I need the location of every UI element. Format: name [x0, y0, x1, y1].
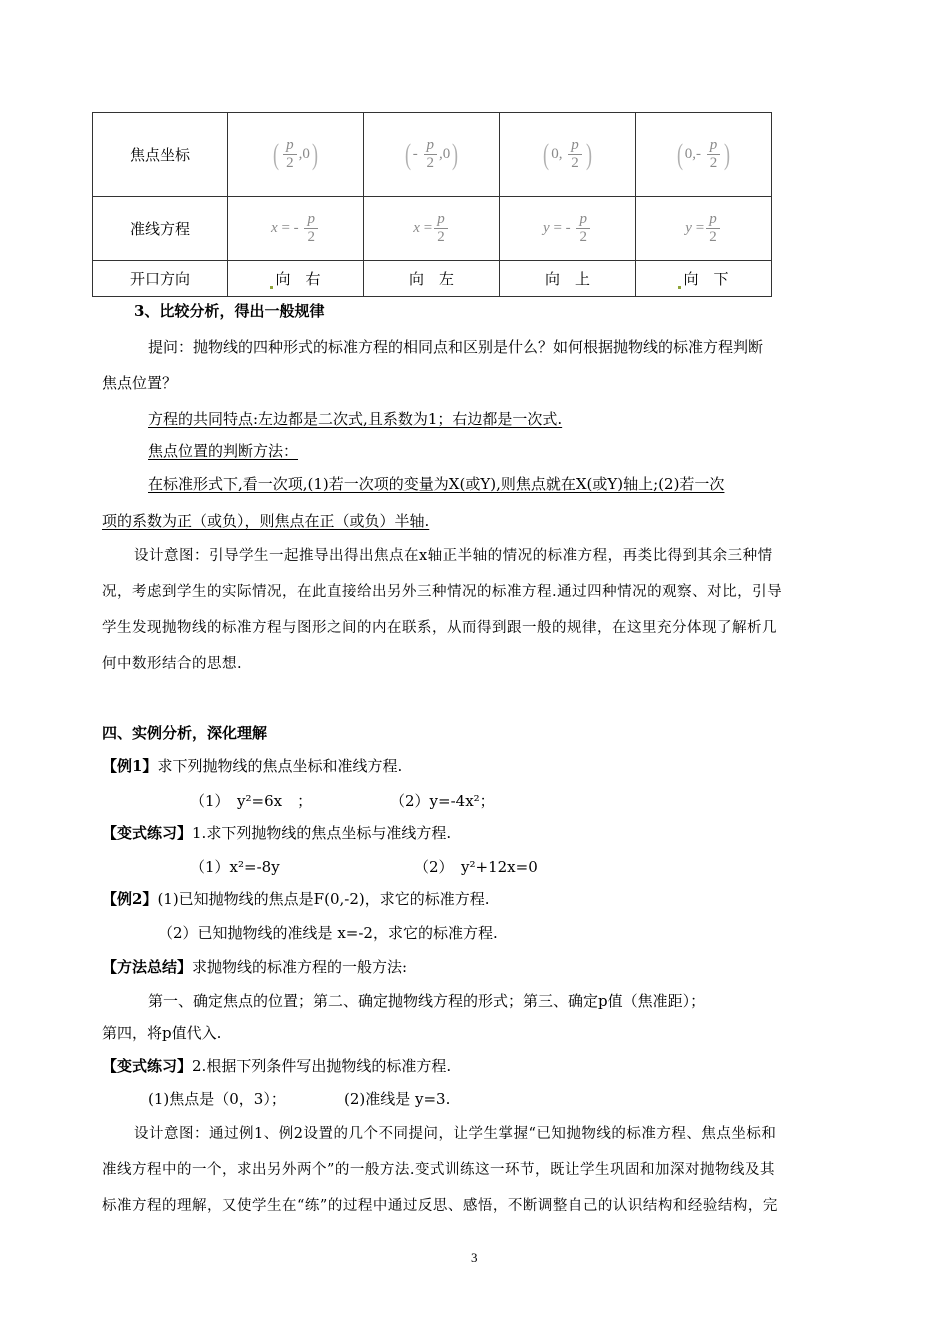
focus-cell: ( $\frac{p}{2}$ ,0) — [228, 113, 364, 197]
method-title: 焦点位置的判断方法： — [148, 442, 299, 460]
method-line: 在标准形式下,看一次项,(1)若一次项的变量为X(或Y),则焦点就在X(或Y)轴上;(2)若一次 — [148, 475, 725, 493]
design-intent-line: 准线方程中的一个，求出另外两个”的一般方法.变式训练这一环节，既让学生巩固和加深对抛物线及其 — [102, 1162, 776, 1178]
example2-part-b: （2）已知抛物线的准线是 x=-2，求它的标准方程. — [158, 924, 498, 942]
common-feature: 方程的共同特点:左边都是二次式,且系数为1；右边都是一次式. — [148, 410, 563, 428]
focus-cell: ( 0, $\frac{p}{2}$ ) — [500, 113, 636, 197]
method-summary: 【方法总结】求抛物线的标准方程的一般方法: — [102, 958, 408, 976]
example1-part-b: （2）y=-4x²； — [390, 792, 495, 810]
row-label-focus: 焦点坐标 — [93, 113, 228, 197]
method-line: 项的系数为正（或负），则焦点在正（或负）半轴. — [102, 512, 430, 530]
opening-cell: 向 左 — [364, 261, 500, 297]
page-number: 3 — [471, 1250, 478, 1265]
section4-heading: 四、实例分析，深化理解 — [102, 724, 268, 742]
directrix-cell: x = - $\frac{p}{2}$ — [228, 197, 364, 261]
design-intent-line: 设计意图：引导学生一起推导出得出焦点在x轴正半轴的情况的标准方程，再类比得到其余三种情 — [134, 548, 773, 564]
directrix-cell: y = $\frac{p}{2}$ — [636, 197, 772, 261]
opening-cell: 向 上 — [500, 261, 636, 297]
section3-heading: 3、比较分析，得出一般规律 — [134, 302, 325, 320]
example1: 【例1】求下列抛物线的焦点坐标和准线方程. — [102, 757, 403, 775]
example1-part-a: （1） y²=6x ； — [190, 792, 313, 810]
focus-cell: ( - $\frac{p}{2}$ ,0) — [364, 113, 500, 197]
summary-line: 第一、确定焦点的位置；第二、确定抛物线方程的形式；第三、确定p值（焦准距）； — [148, 992, 706, 1010]
focus-cell: ( 0,- $\frac{p}{2}$ ) — [636, 113, 772, 197]
variant2: 【变式练习】2.根据下列条件写出抛物线的标准方程. — [102, 1057, 452, 1075]
design-intent-line: 设计意图：通过例1、例2设置的几个不同提问，让学生掌握“已知抛物线的标准方程、焦点坐标和 — [134, 1126, 777, 1142]
design-intent-line: 标准方程的理解，又使学生在“练”的过程中通过反思、感悟，不断调整自己的认识结构和经验结构，完 — [102, 1198, 778, 1214]
question-line: 焦点位置？ — [102, 374, 178, 392]
example2: 【例2】(1)已知抛物线的焦点是F(0,-2)，求它的标准方程. — [102, 890, 490, 908]
design-intent-line: 何中数形结合的思想. — [102, 656, 243, 672]
parabola-comparison-table — [92, 112, 772, 297]
directrix-cell: x = $\frac{p}{2}$ — [364, 197, 500, 261]
variant2-part-b: (2)准线是 y=3. — [344, 1090, 451, 1108]
summary-line: 第四，将p值代入. — [102, 1024, 222, 1042]
design-intent-line: 学生发现抛物线的标准方程与图形之间的内在联系，从而得到跟一般的规律，在这里充分体现了解析几 — [102, 620, 777, 636]
variant1: 【变式练习】1.求下列抛物线的焦点坐标与准线方程. — [102, 824, 452, 842]
row-label-opening: 开口方向 — [93, 261, 228, 297]
design-intent-line: 况，考虑到学生的实际情况，在此直接给出另外三种情况的标准方程.通过四种情况的观察、对比，引导 — [102, 584, 783, 600]
variant1-part-a: （1）x²=-8y — [190, 858, 280, 876]
directrix-cell: y = - $\frac{p}{2}$ — [500, 197, 636, 261]
variant2-part-a: (1)焦点是（0，3）； — [148, 1090, 286, 1108]
question-line: 提问：抛物线的四种形式的标准方程的相同点和区别是什么？如何根据抛物线的标准方程判断 — [148, 338, 764, 356]
row-label-directrix: 准线方程 — [93, 197, 228, 261]
variant1-part-b: （2） y²+12x=0 — [414, 858, 538, 876]
opening-cell: 向 下 — [636, 261, 772, 297]
opening-cell: 向 右 — [228, 261, 364, 297]
